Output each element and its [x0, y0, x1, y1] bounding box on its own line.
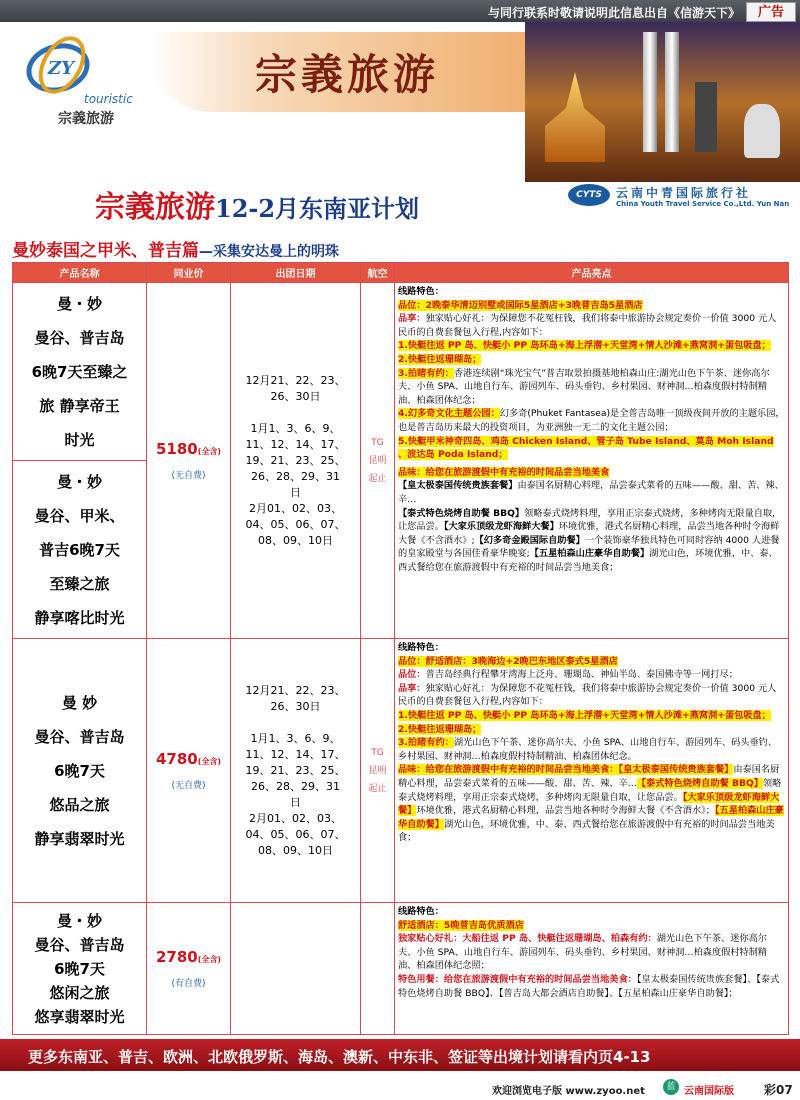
departure-dates: 12月21、22、23、 26、30日 1月1、3、6、9、 11、12、14、17、 19、21、23、25、 26、28、29、31 日 2月01、02、03、 04、05、06、07、 08、09、10日 [231, 639, 361, 903]
product-price: 2780(全含) (有自费) [147, 903, 231, 1035]
product-name: 曼・妙 曼谷、甲米、 普吉6晚7天 至臻之旅 静享喀比时光 [13, 461, 147, 639]
tower-image [643, 32, 657, 152]
col-feat: 产品亮点 [395, 263, 789, 283]
table-row [13, 283, 789, 461]
logo-cn-name: 宗義旅游 [58, 111, 114, 127]
product-name: 曼・妙 曼谷、普吉岛 6晚7天 悠闲之旅 悠享翡翠时光 [13, 903, 147, 1035]
airline: TG 昆明 起止 [361, 639, 395, 903]
product-features: 线路特色： 舒适酒店：5晚普吉岛优质酒店 独家贴心好礼：大船往返 PP 岛、快艇往返珊瑚岛、柏森有约：湖光山色下午茶、迷你高尔夫、小鱼 SPA、山地自行车、游园列车、码头垂钓、乡村果园、财神洞…柏森度假村特制精油、柏森团体纪念照； 特色用餐：给您在旅游渡假中有充裕的时间品尝当地美食：【皇太极泰国传统贵族套餐】、【泰式特色烧烤自助餐 BBQ】、【普吉岛大都会酒店自助餐】、【五星柏森山庄豪华自助餐】； [395, 903, 789, 1035]
col-air: 航空 [361, 263, 395, 283]
cyts-en-name: China Youth Travel Service Co.,Ltd. Yun Nan [616, 200, 790, 208]
page-title: 宗義旅游12-2月东南亚计划 [95, 190, 420, 225]
product-features: 线路特色： 品位：2晚泰华清迈别墅或国际5星酒店+3晚普吉岛5星酒店 品享：独家贴心好礼：为保障您不花冤枉钱，我们将泰中旅游协会规定奏价一价值 3000 元人民币的自费套餐包入行程,内容如下： 1.快艇往返 PP 岛、快艇小 PP 岛环岛+海上浮潜+天堂湾+情人沙滩+燕窝洞+蛋包吸盘； 2.快艇往返珊瑚岛； 3.拍睹有约：香港连续剧“珠光宝气”普吉取景拍摄基地柏森山庄:湖光山色下午茶、迷你高尔夫、小鱼 SPA、山地自行车、游园列车、码头垂钓、乡村果园、财神洞…柏森度假村特制精油、柏森团体纪念； 4.幻多奇文化主题公园：幻多奇(Phuket Fantasea)是全普吉岛唯一顶级夜间开放的主题乐园，也是普吉岛历来最大的投资项目，为亚洲独一无二的文化主题公园； 5.快艇甲米神奇四岛、鸡岛 Chicken Island、管子岛 Tube Island、莫岛 Moh Island 、波达岛 Poda Island； 品味：给您在旅游渡假中有充裕的时间品尝当地美食 【皇太极泰国传统贵族套餐】由泰国名厨精心料理，品尝泰式菜肴的五味——酸、甜、苦、辣、辛… 【泰式特色烧烤自助餐 BBQ】领略泰式烧烤料理，享用正宗泰式烧烤，多种烤肉无限量自取，让您品尝。【大家乐顶级龙虾海鲜大餐】环境优雅，港式名厨精心料理，品尝当地各种时令海鲜大餐《不含酒水》;【幻多奇金殿国际自助餐】一个装饰豪华独具特色可同时容纳 4000 人进餐的皇家殿堂与各国佳肴豪华晚宴;【五星柏森山庄豪华自助餐】湖光山色，环境优雅，中、泰、西式餐给您在旅游渡假中有充裕的时间品尝当地美食； [395, 283, 789, 639]
page-title-rest: 12-2月东南亚计划 [215, 194, 420, 223]
product-price: 5180(全含) (无自费) [147, 283, 231, 639]
departure-dates-empty [231, 903, 361, 1035]
col-price: 同业价 [147, 263, 231, 283]
subtitle-dash: —采集安达曼上的明珠 [199, 244, 339, 260]
header-banner [0, 22, 800, 178]
company-logo [18, 30, 143, 140]
tower-image [665, 32, 679, 152]
product-table [12, 262, 789, 1035]
subtitle: 曼妙泰国之甲米、普吉篇—采集安达曼上的明珠 [12, 241, 339, 261]
temple-image [545, 72, 605, 162]
airline-empty [361, 903, 395, 1035]
building-image [695, 82, 717, 152]
airline: TG 昆明 起止 [361, 283, 395, 639]
destination-photo [525, 22, 800, 182]
page-footer [0, 1073, 800, 1100]
product-name: 曼 妙 曼谷、普吉岛 6晚7天 悠品之旅 静享翡翠时光 [13, 639, 147, 903]
cyts-logo [568, 180, 793, 218]
table-row [13, 639, 789, 903]
merlion-image [744, 104, 780, 158]
departure-dates: 12月21、22、23、 26、30日 1月1、3、6、9、 11、12、14、17、 19、21、23、25、 26、28、29、31 日 2月01、02、03、 04、05、06、07、 08、09、10日 [231, 283, 361, 639]
table-header [13, 263, 789, 283]
footer-website[interactable]: 欢迎浏览电子版 www.zyoo.net [492, 1086, 645, 1097]
col-name: 产品名称 [13, 263, 147, 283]
logo-tagline: touristic [84, 92, 133, 106]
title-block [0, 178, 800, 225]
ad-tag: 广告 [746, 2, 796, 22]
cyts-mark-icon: CYTS [568, 184, 610, 206]
product-price: 4780(全含) (无自费) [147, 639, 231, 903]
brand-title: 宗義旅游 [255, 50, 440, 99]
notice-text: 与同行联系时敬请说明此信息出自《信游天下》 [487, 6, 740, 20]
table-row [13, 903, 789, 1035]
footer-badge-icon: 蓝 [663, 1079, 679, 1095]
logo-mark: ZY [48, 58, 74, 79]
bottom-banner: 更多东南亚、普吉、欧洲、北欧俄罗斯、海岛、澳新、中东非、签证等出境计划请看内页4-13 [0, 1039, 800, 1071]
product-features: 线路特色： 品位：舒适酒店：3晚海边+2晚巴东地区泰式5星酒店 品位：普吉岛经典行程攀牙湾海上泛舟、珊瑚岛、神仙半岛、泰国佛寺等一网打尽； 品享：独家贴心好礼：为保障您不花冤枉钱，我们将泰中旅游协会规定奏价一价值 3000 元人民币的自费套餐包入行程,内容如下： 1.快艇往返 PP 岛、快艇小 PP 岛环岛+海上浮潜+天堂湾+情人沙滩+燕窝洞+蛋包吸盘； 2.快艇往返珊瑚岛； 3.拍睹有约：湖光山色下午茶、迷你高尔夫、小鱼 SPA、山地自行车、游园列车、码头垂钓、乡村果园、财神洞…柏森度假村特制精油、柏森团体纪念。 品味：给您在旅游渡假中有充裕的时间品尝当地美食：【皇太极泰国传统贵族套餐】由泰国名厨精心料理，品尝泰式菜肴的五味——酸、甜、苦、辣、辛…【泰式特色烧烤自助餐 BBQ】领略泰式烧烤料理，享用正宗泰式烧烤，多种烤肉无限量自取，让您品尝。【大家乐顶级龙虾海鲜大餐】环境优雅，港式名厨精心料理，品尝当地各种时令海鲜大餐《不含酒水》；【五星柏森山庄豪华自助餐】湖光山色，环境优雅，中、泰、西式餐给您在旅游渡假中有充裕的时间品尝当地美食； [395, 639, 789, 903]
product-name: 曼・妙 曼谷、普吉岛 6晚7天至臻之 旅 静享帝王 时光 [13, 283, 147, 461]
page-number: 彩07 [764, 1083, 793, 1097]
footer-edition: 云南国际版 [684, 1086, 734, 1097]
col-date: 出团日期 [231, 263, 361, 283]
cyts-cn-name: 云南中青国际旅行社 [616, 186, 752, 200]
top-notice-bar [0, 0, 800, 22]
